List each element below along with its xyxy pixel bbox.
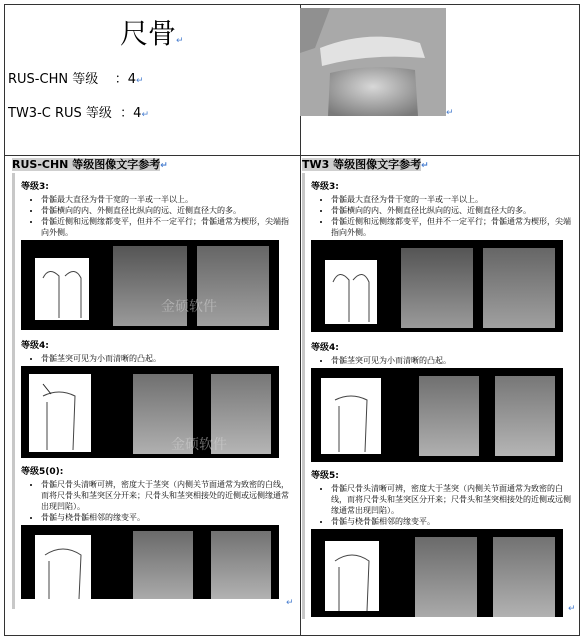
xray-image (415, 537, 477, 617)
right-level3-title: 等级3: (311, 182, 339, 192)
bone-title: 尺骨↵ (120, 17, 184, 50)
xray-image (483, 248, 555, 328)
rus-chn-grade: RUS-CHN 等级 ：4↵ (8, 72, 144, 87)
left-ref-heading: RUS-CHN 等级图像文字参考↵ (12, 158, 168, 171)
right-level5-images (311, 529, 563, 617)
paragraph-mark: ↵ (446, 108, 454, 118)
bone-drawing (325, 260, 377, 324)
list-item: • 骨骺横向的内、外侧直径比纵向的远、近侧直径大的多。 (41, 205, 291, 216)
list-item: • 骨骺茎突可见为小而清晰的凸起。 (41, 353, 291, 364)
left-level4-title: 等级4: (21, 341, 49, 351)
left-level5-list (21, 479, 291, 523)
left-level3-images (21, 240, 279, 330)
xray-image (419, 376, 479, 456)
right-ref-panel (302, 173, 574, 619)
ulna-xray-photo (300, 8, 446, 116)
right-level5-list (311, 483, 574, 527)
bone-drawing (29, 374, 91, 452)
right-level4-list (311, 355, 574, 366)
paragraph-mark: ↵ (568, 604, 576, 614)
left-level4-list (21, 353, 291, 364)
list-item: • 骨骺尺骨头清晰可辨，密度大于茎突（内侧关节面通常为致密的白线，而将尺骨头和茎突区分开来；尺骨头和茎突相接处的近侧或远侧缘通常出现凹陷）。 (331, 483, 574, 516)
list-item: • 骨骺最大直径为骨干宽的一半或一半以上。 (331, 194, 574, 205)
list-item: • 骨骺最大直径为骨干宽的一半或一半以上。 (41, 194, 291, 205)
list-item: • 骨骺近侧和远侧缘都变平，但并不一定平行；骨骺通常为楔形，尖端指向外侧。 (331, 216, 574, 238)
xray-image (401, 248, 473, 328)
bone-drawing (325, 541, 379, 611)
left-ref-panel (12, 173, 291, 609)
paragraph-mark: ↵ (286, 598, 294, 608)
list-item: • 骨骺近侧和远侧缘都变平，但并不一定平行；骨骺通常为楔形，尖端指向外侧。 (41, 216, 291, 238)
bone-drawing (35, 535, 91, 599)
list-item: • 骨骺与桡骨骺相邻的缘变平。 (41, 512, 291, 523)
right-ref-heading: TW3 等级图像文字参考↵ (302, 158, 429, 171)
xray-image (133, 531, 193, 599)
bone-drawing (35, 258, 89, 320)
list-item: • 骨骺尺骨头清晰可辨，密度大于茎突（内侧关节面通常为致密的白线，而将尺骨头和茎突区分开来；尺骨头和茎突相接处的近侧或远侧缘通常出现凹陷）。 (41, 479, 291, 512)
right-level4-images (311, 368, 563, 462)
list-item: • 骨骺横向的内、外侧直径比纵向的远、近侧直径大的多。 (331, 205, 574, 216)
left-level3-list (21, 194, 291, 238)
left-level5-images (21, 525, 279, 599)
xray-image (493, 537, 555, 617)
bone-drawing (321, 378, 381, 454)
right-level3-images (311, 240, 563, 332)
xray-image (495, 376, 555, 456)
left-level3-title: 等级3: (21, 182, 49, 192)
list-item: • 骨骺茎突可见为小而清晰的凸起。 (331, 355, 574, 366)
right-level4-title: 等级4: (311, 343, 339, 353)
xray-image (211, 531, 271, 599)
left-level4-images (21, 366, 279, 458)
watermark: 金硕软件 (161, 299, 217, 315)
right-level3-list (311, 194, 574, 238)
watermark: 金硕软件 (171, 437, 227, 453)
xray-graphic (300, 8, 446, 116)
tw3-grade: TW3-C RUS 等级 ：4↵ (8, 106, 149, 121)
right-level5-title: 等级5: (311, 471, 339, 481)
list-item: • 骨骺与桡骨骺相邻的缘变平。 (331, 516, 574, 527)
left-level5-title: 等级5(0): (21, 467, 64, 477)
